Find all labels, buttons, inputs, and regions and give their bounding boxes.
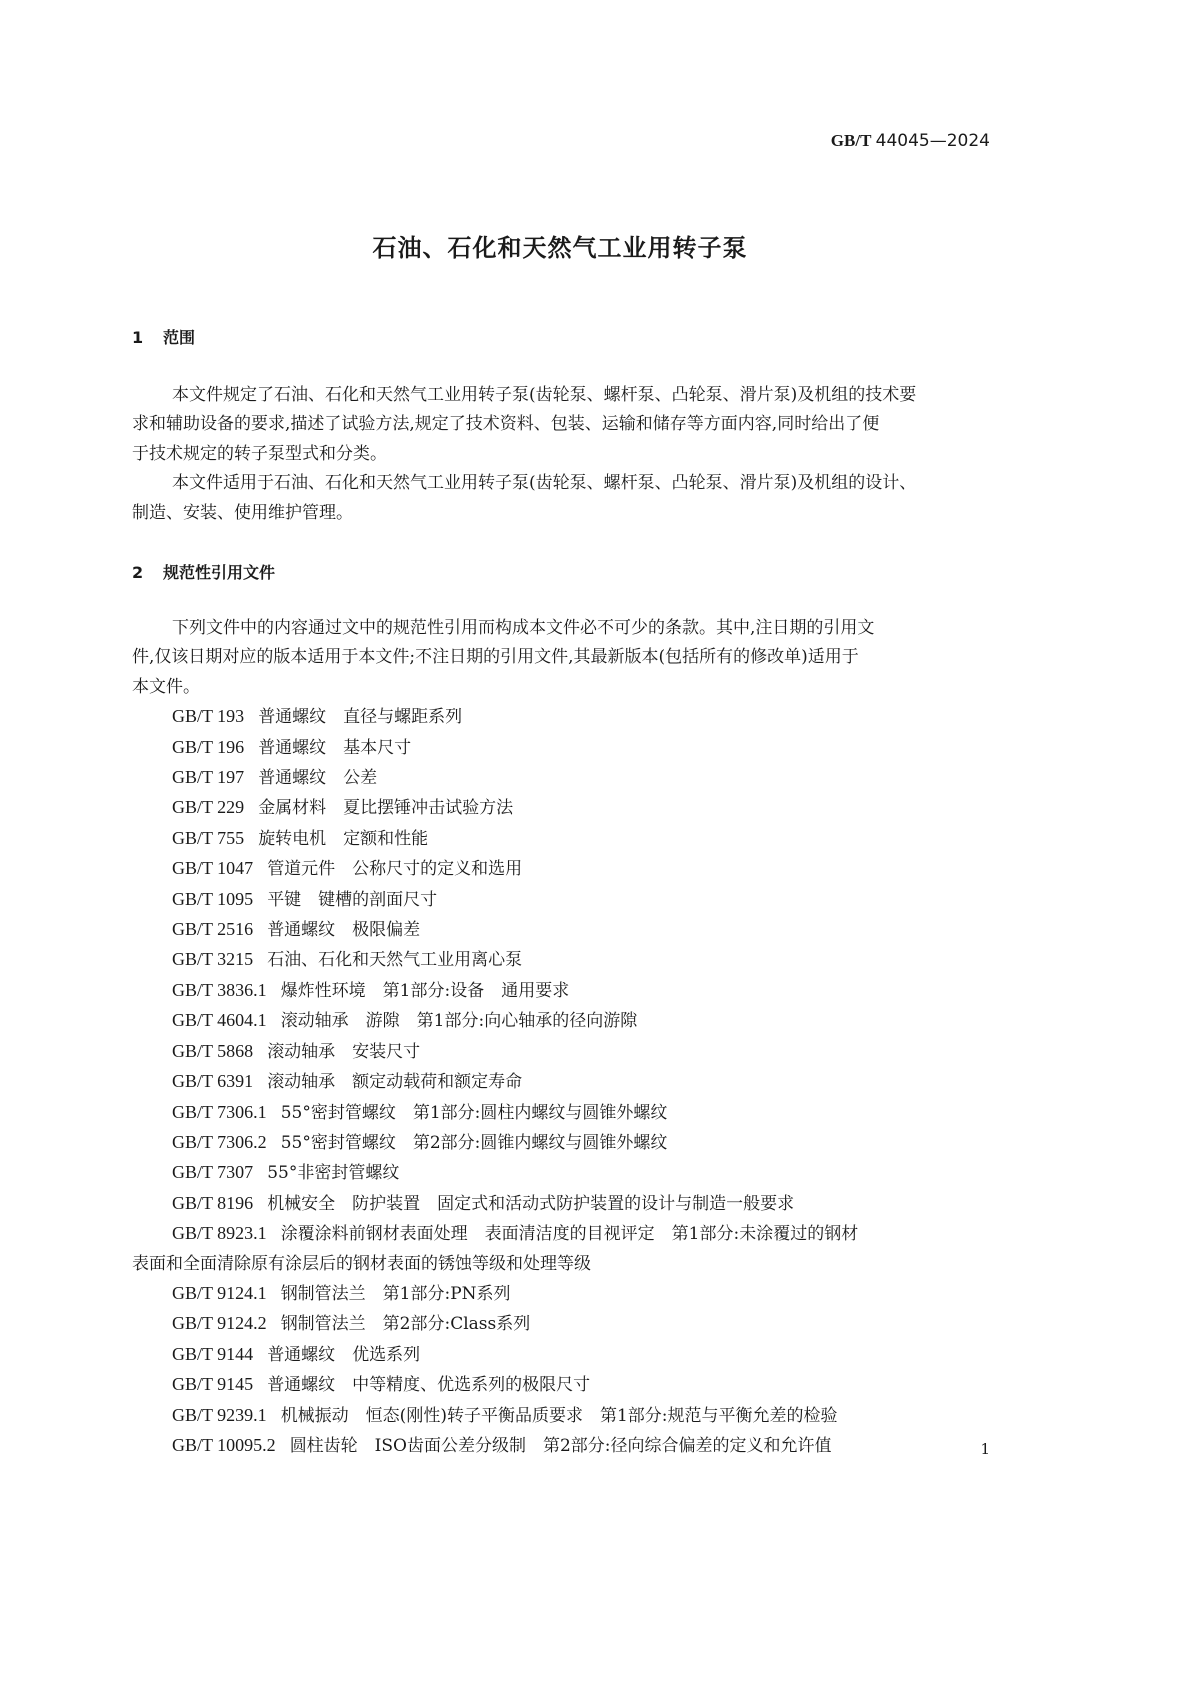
reference-item (132, 1128, 992, 1158)
paragraph-line: 制造、安装、使用维护管理。 (132, 502, 353, 523)
section-number: 1 (132, 328, 144, 347)
reference-title: 55°密封管螺纹 第1部分:圆柱内螺纹与圆锥外螺纹 (280, 1102, 668, 1123)
reference-code: GB/T 7307 (172, 1162, 254, 1183)
section-heading-scope (132, 325, 195, 348)
reference-title: 石油、石化和天然气工业用离心泵 (267, 950, 523, 971)
reference-code: GB/T 2516 (172, 919, 254, 940)
reference-item (132, 793, 992, 823)
reference-item (132, 1219, 992, 1249)
scope-body (132, 381, 992, 528)
reference-code: GB/T 9145 (172, 1374, 254, 1395)
reference-item (132, 945, 992, 975)
reference-code: GB/T 9144 (172, 1343, 254, 1364)
reference-title: 普通螺纹 公差 (258, 768, 378, 789)
paragraph-line: 本文件适用于石油、石化和天然气工业用转子泵(齿轮泵、螺杆泵、凸轮泵、滑片泵)及机组的设计、 (172, 473, 917, 494)
reference-code: GB/T 196 (172, 736, 245, 757)
reference-code: GB/T 10095.2 (172, 1434, 276, 1455)
reference-code: GB/T 7306.2 (172, 1131, 267, 1152)
reference-code: GB/T 229 (172, 797, 245, 818)
reference-item (132, 763, 992, 793)
reference-title: 圆柱齿轮 ISO齿面公差分级制 第2部分:径向综合偏差的定义和允许值 (289, 1435, 832, 1456)
reference-title: 滚动轴承 安装尺寸 (267, 1041, 421, 1062)
reference-code: GB/T 9124.2 (172, 1313, 267, 1334)
paragraph-line: 本文件。 (132, 676, 200, 697)
reference-title: 普通螺纹 基本尺寸 (258, 737, 412, 758)
references-body (132, 614, 992, 1461)
reference-code: GB/T 8196 (172, 1192, 254, 1213)
standard-number (831, 131, 990, 151)
reference-item (132, 1401, 992, 1431)
reference-item (132, 733, 992, 763)
reference-item (132, 1189, 992, 1219)
section-number: 2 (132, 563, 144, 582)
standard-year: 44045—2024 (875, 131, 990, 151)
reference-list (132, 702, 992, 1461)
reference-title: 旋转电机 定额和性能 (258, 828, 429, 849)
reference-title-continuation: 表面和全面清除原有涂层后的钢材表面的锈蚀等级和处理等级 (132, 1253, 591, 1274)
reference-title: 滚动轴承 额定动载荷和额定寿命 (267, 1072, 523, 1093)
reference-title: 机械振动 恒态(刚性)转子平衡品质要求 第1部分:规范与平衡允差的检验 (280, 1405, 838, 1426)
section-title: 范围 (163, 328, 196, 347)
reference-code: GB/T 197 (172, 767, 245, 788)
page-number: 1 (980, 1440, 990, 1458)
reference-code: GB/T 6391 (172, 1071, 254, 1092)
reference-title: 55°密封管螺纹 第2部分:圆锥内螺纹与圆锥外螺纹 (280, 1132, 668, 1153)
reference-item (132, 1279, 992, 1309)
reference-title: 普通螺纹 直径与螺距系列 (258, 707, 463, 728)
paragraph-line: 下列文件中的内容通过文中的规范性引用而构成本文件必不可少的条款。其中,注日期的引用文 (172, 618, 875, 638)
reference-code: GB/T 1095 (172, 888, 254, 909)
reference-code: GB/T 193 (172, 706, 245, 727)
reference-code: GB/T 3215 (172, 949, 254, 970)
reference-code: GB/T 8923.1 (172, 1223, 267, 1244)
reference-title: 钢制管法兰 第2部分:Class系列 (280, 1314, 531, 1335)
reference-item (132, 1006, 992, 1036)
reference-item (132, 885, 992, 915)
reference-title: 普通螺纹 优选系列 (267, 1344, 421, 1365)
document-title: 石油、石化和天然气工业用转子泵 (372, 234, 748, 262)
reference-title: 普通螺纹 极限偏差 (267, 920, 421, 941)
reference-item (132, 1158, 992, 1188)
reference-code: GB/T 755 (172, 827, 245, 848)
reference-title: 平键 键槽的剖面尺寸 (267, 889, 438, 910)
reference-title: 涂覆涂料前钢材表面处理 表面清洁度的目视评定 第1部分:未涂覆过的钢材 (280, 1224, 859, 1245)
reference-code: GB/T 3836.1 (172, 979, 267, 1000)
reference-code: GB/T 4604.1 (172, 1010, 267, 1031)
paragraph-line: 本文件规定了石油、石化和天然气工业用转子泵(齿轮泵、螺杆泵、凸轮泵、滑片泵)及机组的技术要 (172, 385, 917, 405)
reference-title: 滚动轴承 游隙 第1部分:向心轴承的径向游隙 (280, 1011, 638, 1032)
reference-title: 55°非密封管螺纹 (267, 1163, 400, 1184)
reference-title: 爆炸性环境 第1部分:设备 通用要求 (280, 980, 570, 1001)
reference-item (132, 1431, 992, 1461)
reference-item (132, 976, 992, 1006)
reference-item (132, 1037, 992, 1067)
paragraph-line: 求和辅助设备的要求,描述了试验方法,规定了技术资料、包装、运输和储存等方面内容,同时给出了便 (132, 414, 880, 435)
reference-title: 管道元件 公称尺寸的定义和选用 (267, 859, 523, 880)
reference-item (132, 1098, 992, 1128)
section-heading-normative-references (132, 560, 275, 583)
reference-item (132, 1340, 992, 1370)
reference-title: 机械安全 防护装置 固定式和活动式防护装置的设计与制造一般要求 (267, 1193, 795, 1214)
reference-item (132, 915, 992, 945)
standard-prefix: GB/T (830, 131, 872, 150)
reference-item (132, 854, 992, 884)
reference-item (132, 1067, 992, 1097)
reference-title: 金属材料 夏比摆锤冲击试验方法 (258, 798, 514, 819)
reference-item (132, 1309, 992, 1339)
reference-code: GB/T 1047 (172, 858, 254, 879)
reference-code: GB/T 9239.1 (172, 1404, 267, 1425)
paragraph-line: 于技术规定的转子泵型式和分类。 (132, 443, 387, 464)
paragraph-line: 件,仅该日期对应的版本适用于本文件;不注日期的引用文件,其最新版本(包括所有的修改单)适用于 (132, 647, 859, 668)
reference-item (132, 702, 992, 732)
reference-title: 普通螺纹 中等精度、优选系列的极限尺寸 (267, 1375, 591, 1396)
reference-code: GB/T 9124.1 (172, 1282, 267, 1303)
reference-item (132, 1370, 992, 1400)
section-title: 规范性引用文件 (163, 563, 276, 582)
reference-code: GB/T 5868 (172, 1040, 254, 1061)
reference-code: GB/T 7306.1 (172, 1101, 267, 1122)
reference-title: 钢制管法兰 第1部分:PN系列 (280, 1283, 511, 1304)
reference-item (132, 824, 992, 854)
